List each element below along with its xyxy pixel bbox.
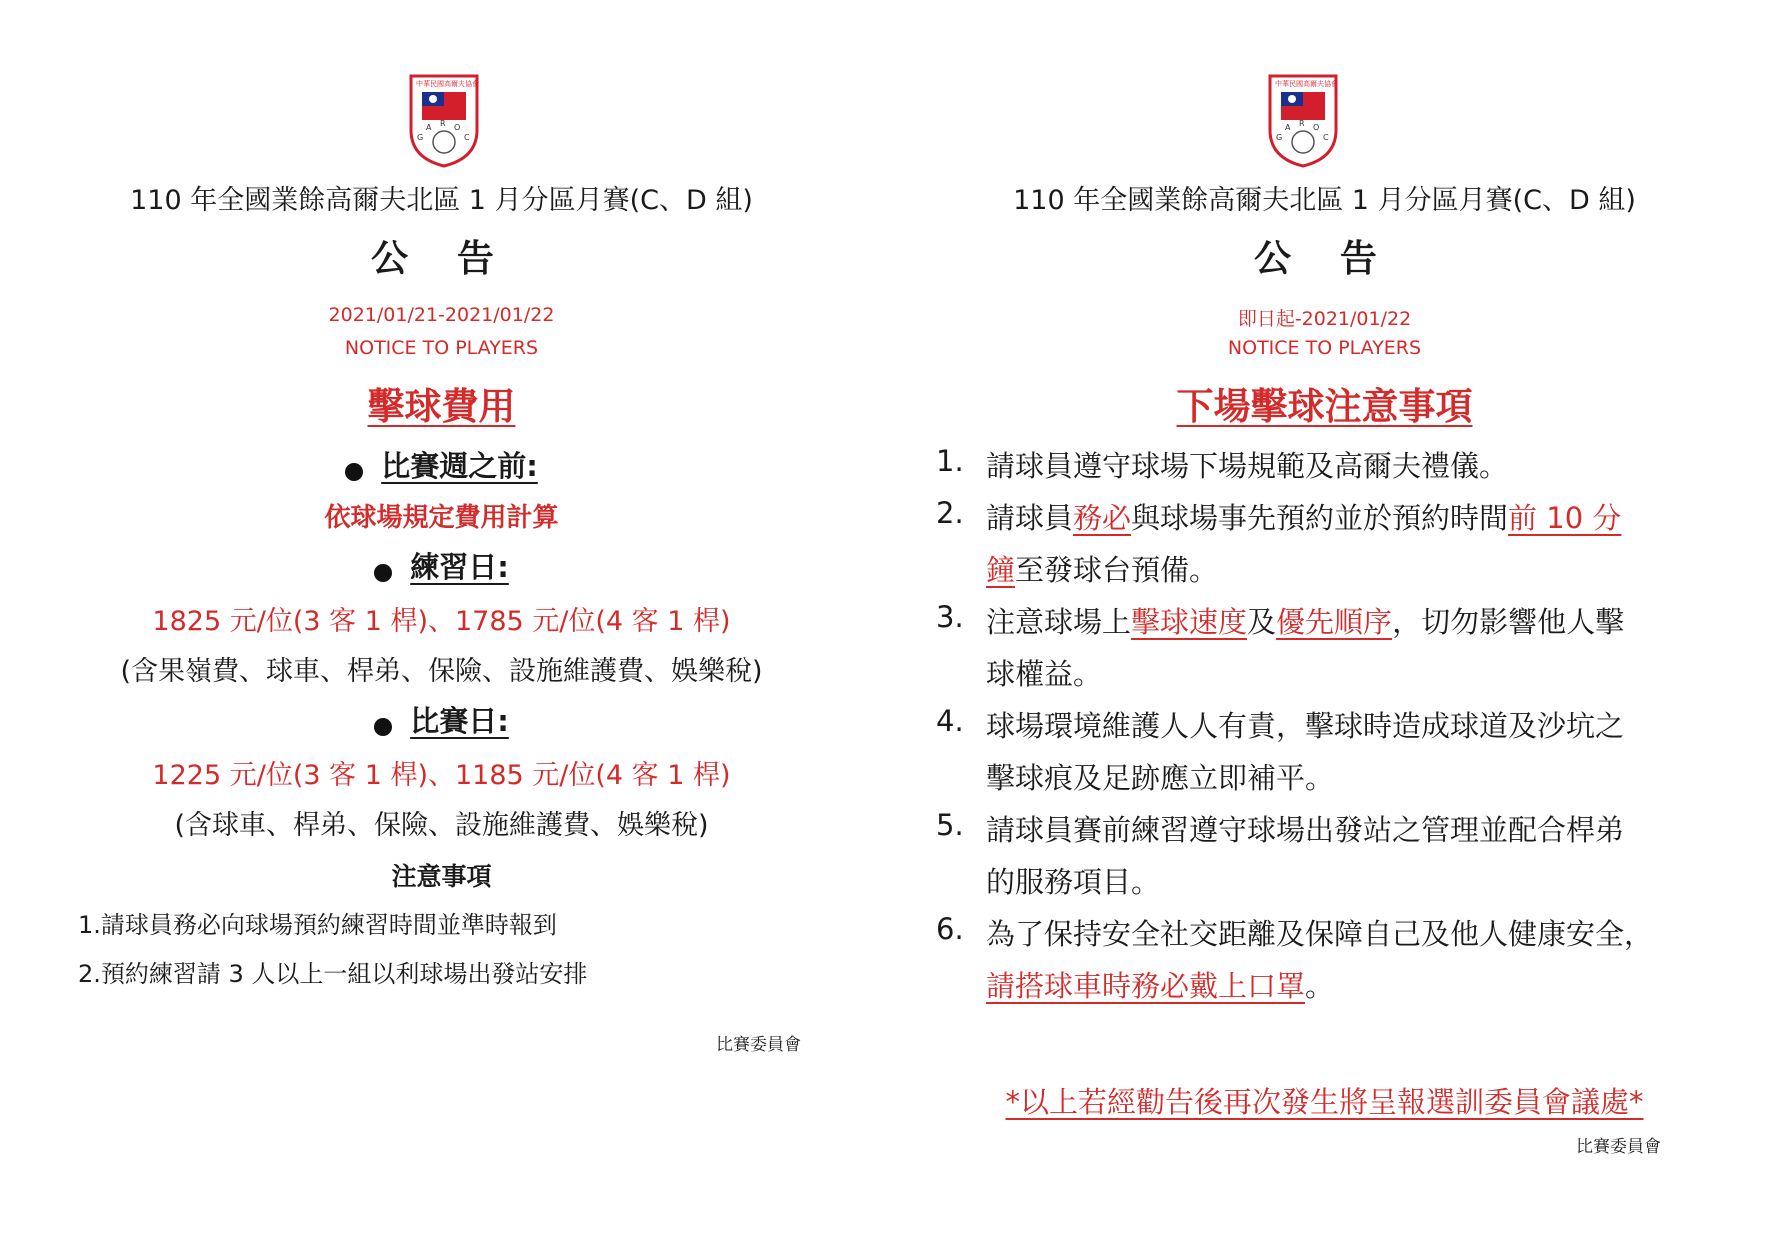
rule-line: [986, 704, 1624, 745]
right-notice-panel: [883, 0, 1766, 1241]
notes-title: 注意事項: [391, 862, 492, 891]
rule-text-segment: 。: [1305, 969, 1335, 1003]
rule-line: [986, 444, 1508, 485]
event-date: 即日起-2021/01/22: [1237, 308, 1412, 330]
bullet-icon: [345, 463, 363, 481]
svg-text:A: A: [1285, 123, 1291, 132]
svg-text:C: C: [1323, 133, 1329, 142]
svg-text:O: O: [1313, 123, 1320, 132]
rule-number: 4.: [936, 704, 964, 738]
committee-signature: 比賽委員會: [1576, 1137, 1661, 1157]
svg-text:中華民國高爾夫協會: 中華民國高爾夫協會: [416, 80, 479, 88]
event-title: 110 年全國業餘高爾夫北區 1 月分區月賽(C、D 組): [130, 185, 753, 216]
rule-text-segment: 的服務項目。: [986, 865, 1161, 899]
garoc-logo: [405, 72, 483, 168]
rule-line: [986, 652, 1102, 693]
committee-signature: 比賽委員會: [716, 1035, 801, 1055]
rule-text-segment: 擊球痕及足跡應立即補平。: [986, 761, 1335, 795]
garoc-logo: [1264, 72, 1342, 168]
rule-number: 2.: [936, 496, 964, 530]
svg-text:G: G: [1276, 133, 1283, 142]
rule-number: 5.: [936, 808, 964, 842]
rule-number: 1.: [936, 444, 964, 478]
rule-text-segment: 請球員遵守球場下場規範及高爾夫禮儀。: [986, 449, 1509, 483]
match-day-label: 比賽日:: [410, 704, 509, 738]
rule-emphasis: 優先順序: [1276, 605, 1393, 639]
event-date: 2021/01/21-2021/01/22: [328, 304, 555, 326]
rule-line: [986, 600, 1624, 641]
rule-emphasis: 擊球速度: [1131, 605, 1248, 639]
bullet-icon: [374, 564, 392, 582]
rule-line: [986, 964, 1334, 1005]
practice-day-label: 練習日:: [410, 550, 509, 584]
rule-text-segment: 請球員賽前練習遵守球場出發站之管理並配合桿弟: [986, 813, 1625, 847]
rule-text-segment: 注意球場上: [986, 605, 1132, 639]
rule-line: [986, 808, 1624, 849]
svg-text:O: O: [454, 123, 461, 132]
bullet-icon: [374, 718, 392, 736]
rule-emphasis: 鐘: [986, 553, 1016, 587]
rule-text-segment: 球權益。: [986, 657, 1103, 691]
svg-text:R: R: [1299, 119, 1305, 128]
rule-line: [986, 860, 1160, 901]
match-includes: (含球車、桿弟、保險、設施維護費、娛樂稅): [174, 810, 709, 841]
rule-number: 6.: [936, 912, 964, 946]
rule-number: 3.: [936, 600, 964, 634]
rules-heading: 下場擊球注意事項: [1176, 385, 1473, 428]
notice-heading: 公 告: [1254, 237, 1395, 280]
rule-text-segment: 球場環境維護人人有責，擊球時造成球道及沙坑之: [986, 709, 1625, 743]
svg-text:G: G: [417, 133, 424, 142]
notice-to-players: NOTICE TO PLAYERS: [1227, 337, 1422, 359]
svg-text:R: R: [440, 119, 446, 128]
rule-text-segment: 為了保持安全社交距離及保障自己及他人健康安全，: [986, 917, 1654, 951]
rule-emphasis: 務必: [1073, 501, 1132, 535]
rule-text-segment: 至發球台預備。: [1015, 553, 1219, 587]
rule-text-segment: 與球場事先預約並於預約時間: [1131, 501, 1509, 535]
rule-emphasis: 請搭球車時務必戴上口罩: [986, 969, 1306, 1003]
rule-line: [986, 912, 1653, 953]
rule-line: [986, 548, 1218, 589]
rule-text-segment: 請球員: [986, 501, 1074, 535]
match-fee: 1225 元/位(3 客 1 桿)、1185 元/位(4 客 1 桿): [152, 760, 731, 791]
svg-text:中華民國高爾夫協會: 中華民國高爾夫協會: [1275, 80, 1338, 88]
practice-fee: 1825 元/位(3 客 1 桿)、1785 元/位(4 客 1 桿): [152, 606, 731, 637]
practice-includes: (含果嶺費、球車、桿弟、保險、設施維護費、娛樂稅): [120, 656, 763, 687]
warning-text: *以上若經勸告後再次發生將呈報選訓委員會議處*: [1005, 1085, 1644, 1119]
svg-text:C: C: [464, 133, 470, 142]
note-item: 1.請球員務必向球場預約練習時間並準時報到: [78, 911, 557, 939]
event-title: 110 年全國業餘高爾夫北區 1 月分區月賽(C、D 組): [1013, 185, 1636, 216]
rule-line: [986, 756, 1334, 797]
note-item: 2.預約練習請 3 人以上一組以利球場出發站安排: [78, 960, 588, 988]
fee-heading: 擊球費用: [367, 385, 516, 428]
before-week-text: 依球場規定費用計算: [324, 503, 559, 533]
before-week-label: 比賽週之前:: [381, 449, 538, 483]
rule-line: [986, 496, 1621, 537]
notice-to-players: NOTICE TO PLAYERS: [344, 337, 539, 359]
svg-text:A: A: [426, 123, 432, 132]
rule-emphasis: 前 10 分: [1508, 501, 1622, 535]
notice-heading: 公 告: [371, 237, 512, 280]
rule-text-segment: ，切勿影響他人擊: [1392, 605, 1625, 639]
rule-text-segment: 及: [1247, 605, 1277, 639]
